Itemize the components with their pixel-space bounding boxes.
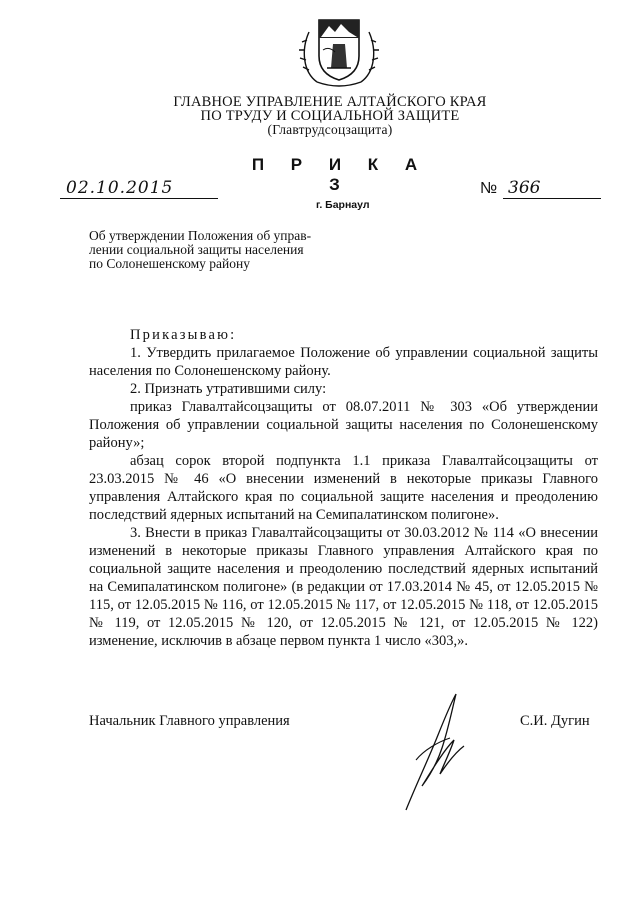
number-underline [503, 198, 601, 199]
order-item-1: 1. Утвердить прилагаемое Положение об управлении социальной защиты населения по Солонешенскому району. [89, 345, 598, 379]
order-item-2-sub-2: абзац сорок второй подпункта 1.1 приказа Главалтайсоцзащиты от 23.03.2015 № 46 «О внесении изменений в некоторые приказы Главного управления Алтайского края по социальной защите населения и преодолению последствий ядерных испытаний на Семипалатинском полигоне». [89, 453, 598, 523]
order-item-2-sub-1: приказ Главалтайсоцзащиты от 08.07.2011 № 303 «Об утверждении Положения об управлении социальной защиты населения по Солонешенскому району»; [89, 399, 598, 451]
date-underline [60, 198, 218, 199]
city: г. Барнаул [316, 199, 370, 211]
subject-line: Об утверждении Положения об управ- [89, 228, 312, 243]
document-body [89, 326, 598, 650]
coat-of-arms-icon [295, 10, 383, 92]
document-date: 02.10.2015 [66, 178, 174, 198]
order-intro: Приказываю: [130, 327, 237, 343]
number-label: № [480, 180, 498, 197]
handwritten-signature [398, 690, 478, 815]
document-title: П Р И К А З [251, 155, 429, 194]
signatory-name: С.И. Дугин [520, 713, 590, 729]
signatory-position: Начальник Главного управления [89, 713, 290, 729]
document-subject [89, 229, 359, 271]
organization-name-line2: ПО ТРУДУ И СОЦИАЛЬНОЙ ЗАЩИТЕ [200, 108, 460, 124]
organization-name-line1: ГЛАВНОЕ УПРАВЛЕНИЕ АЛТАЙСКОГО КРАЯ [173, 94, 487, 110]
document-number: 366 [508, 178, 541, 198]
subject-line: по Солонешенскому району [89, 256, 250, 271]
subject-line: лении социальной защиты населения [89, 242, 304, 257]
order-item-2: 2. Признать утратившими силу: [130, 381, 327, 397]
order-item-3: 3. Внести в приказ Главалтайсоцзащиты от 30.03.2012 № 114 «О внесении изменений в некоторые приказы Главного управления Алтайского края по социальной защите населения и преодолению последствий ядерных испытаний на Семипалатинском полигоне» (в редакции от 17.03.2014 № 45, от 12.05.2015 № 115, от 12.05.2015 № 116, от 12.05.2015 № 117, от 12.05.2015 № 118, от 12.05.2015 № 119, от 12.05.2015 № 120, от 12.05.2015 № 121, от 12.05.2015 № 122) изменение, исключив в абзаце первом пункта 1 число «303,». [89, 525, 598, 649]
organization-abbreviation: (Главтрудсоцзащита) [267, 122, 393, 137]
